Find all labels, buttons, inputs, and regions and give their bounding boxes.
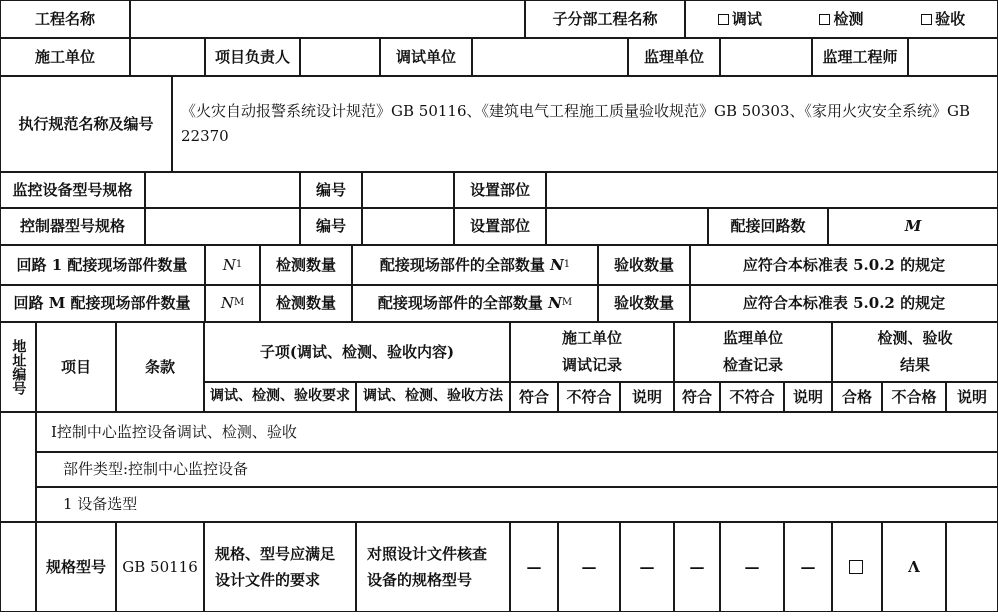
row-address-cell[interactable] — [0, 522, 36, 612]
result-header — [832, 322, 998, 382]
row-supervision-nonconform: — — [720, 522, 784, 612]
loopM-detect-prefix: 配接现场部件的全部数量 — [377, 294, 543, 313]
item-header: 项目 — [36, 322, 116, 412]
debug-unit-field[interactable] — [472, 38, 628, 76]
accept-option-label: 验收 — [935, 9, 966, 28]
section-title: Ⅰ控制中心监控设备调试、检测、验收 — [36, 412, 998, 452]
row-construction-nonconform: — — [558, 522, 620, 612]
row-construction-remark: — — [620, 522, 674, 612]
row-clause: GB 50116 — [116, 522, 204, 612]
loops-count-value: M — [828, 208, 998, 245]
construction-unit-field[interactable] — [130, 38, 205, 76]
monitor-model-label: 监控设备型号规格 — [0, 172, 145, 208]
loop1-count — [205, 245, 260, 285]
supervision-engineer-field[interactable] — [908, 38, 998, 76]
project-leader-label: 项目负责人 — [205, 38, 300, 76]
result-remark-header: 说明 — [946, 382, 998, 412]
loopM-label: 回路 M 配接现场部件数量 — [0, 285, 205, 322]
result-line1: 检测、验收 — [877, 329, 953, 347]
checkbox-square-icon — [819, 14, 830, 25]
loop1-detect-sub: 1 — [563, 258, 571, 270]
component-type: 部件类型:控制中心监控设备 — [36, 452, 998, 487]
row-construction-conform: — — [510, 522, 558, 612]
loopM-detect-label: 检测数量 — [260, 285, 352, 322]
standards-text: 《火灾自动报警系统设计规范》GB 50116、《建筑电气工程施工质量验收规范》GB 50303、《家用火灾安全系统》GB 22370 — [172, 76, 998, 172]
result-line2: 结果 — [899, 356, 930, 374]
project-leader-field[interactable] — [300, 38, 380, 76]
debug-checkbox[interactable] — [718, 10, 762, 29]
monitor-number-field[interactable] — [362, 172, 454, 208]
loop1-label: 回路 1 配接现场部件数量 — [0, 245, 205, 285]
controller-number-label: 编号 — [300, 208, 362, 245]
row-supervision-remark: — — [784, 522, 832, 612]
stage-checkboxes — [685, 0, 998, 38]
clause-header: 条款 — [116, 322, 204, 412]
controller-model-label: 控制器型号规格 — [0, 208, 145, 245]
loop1-accept-rule: 应符合本标准表 5.0.2 的规定 — [690, 245, 998, 285]
construction-unit-label: 施工单位 — [0, 38, 130, 76]
row-item: 规格型号 — [36, 522, 116, 612]
loop1-detect-n: N — [550, 255, 564, 274]
checkbox-square-icon — [718, 14, 729, 25]
construction-remark-header: 说明 — [620, 382, 674, 412]
row-supervision-conform: — — [674, 522, 720, 612]
method-header: 调试、检测、验收方法 — [356, 382, 510, 412]
checkbox-square-icon — [921, 14, 932, 25]
loopM-accept-label: 验收数量 — [598, 285, 690, 322]
supervision-record-line2: 检查记录 — [722, 356, 783, 374]
construction-record-line2: 调试记录 — [561, 356, 622, 374]
project-name-field[interactable] — [130, 0, 525, 38]
subsection-title: 1 设备选型 — [36, 487, 998, 522]
monitor-number-label: 编号 — [300, 172, 362, 208]
supervision-record-line1: 监理单位 — [722, 329, 783, 347]
project-name-label: 工程名称 — [0, 0, 130, 38]
loopM-detect-sub: M — [561, 297, 573, 309]
loop1-detect-value — [352, 245, 598, 285]
loopM-accept-rule: 应符合本标准表 5.0.2 的规定 — [690, 285, 998, 322]
loopM-n: N — [220, 294, 234, 313]
loop1-detect-prefix: 配接现场部件的全部数量 — [379, 255, 545, 274]
loopM-n-sub: M — [233, 297, 245, 309]
loopM-detect-value — [352, 285, 598, 322]
loop1-accept-label: 验收数量 — [598, 245, 690, 285]
standards-label: 执行规范名称及编号 — [0, 76, 172, 172]
requirement-header: 调试、检测、验收要求 — [204, 382, 356, 412]
loop1-n-sub: 1 — [235, 258, 243, 270]
supervision-nonconform-header: 不符合 — [720, 382, 784, 412]
unqualified-header: 不合格 — [882, 382, 946, 412]
construction-record-header — [510, 322, 674, 382]
controller-location-label: 设置部位 — [454, 208, 546, 245]
accept-checkbox[interactable] — [921, 10, 965, 29]
loops-count-label: 配接回路数 — [708, 208, 828, 245]
supervision-unit-field[interactable] — [720, 38, 812, 76]
loop1-n: N — [222, 255, 236, 274]
qualified-header: 合格 — [832, 382, 882, 412]
construction-conform-header: 符合 — [510, 382, 558, 412]
supervision-remark-header: 说明 — [784, 382, 832, 412]
loopM-detect-n: N — [548, 294, 562, 313]
debug-unit-label: 调试单位 — [380, 38, 472, 76]
address-spacer — [0, 412, 36, 522]
subproject-name-label: 子分部工程名称 — [525, 0, 685, 38]
row-unqualified-mark: Λ — [882, 522, 946, 612]
construction-nonconform-header: 不符合 — [558, 382, 620, 412]
supervision-record-header — [674, 322, 832, 382]
row-result-remark[interactable] — [946, 522, 998, 612]
controller-location-field[interactable] — [546, 208, 708, 245]
debug-option-label: 调试 — [731, 9, 762, 28]
detect-checkbox[interactable] — [819, 10, 863, 29]
row-requirement: 规格、型号应满足设计文件的要求 — [204, 522, 356, 612]
supervision-engineer-label: 监理工程师 — [812, 38, 908, 76]
supervision-unit-label: 监理单位 — [628, 38, 720, 76]
detect-option-label: 检测 — [833, 9, 864, 28]
address-number-header: 地址编号 — [0, 322, 36, 412]
supervision-conform-header: 符合 — [674, 382, 720, 412]
controller-model-field[interactable] — [145, 208, 300, 245]
construction-record-line1: 施工单位 — [561, 329, 622, 347]
loop1-detect-label: 检测数量 — [260, 245, 352, 285]
loopM-count — [205, 285, 260, 322]
controller-number-field[interactable] — [362, 208, 454, 245]
subitem-header: 子项(调试、检测、验收内容) — [204, 322, 510, 382]
monitor-location-label: 设置部位 — [454, 172, 546, 208]
row-qualified-cell — [832, 522, 882, 612]
monitor-model-field[interactable] — [145, 172, 300, 208]
qualified-checkbox[interactable] — [849, 560, 863, 574]
monitor-location-field[interactable] — [546, 172, 998, 208]
row-method: 对照设计文件核查设备的规格型号 — [356, 522, 510, 612]
